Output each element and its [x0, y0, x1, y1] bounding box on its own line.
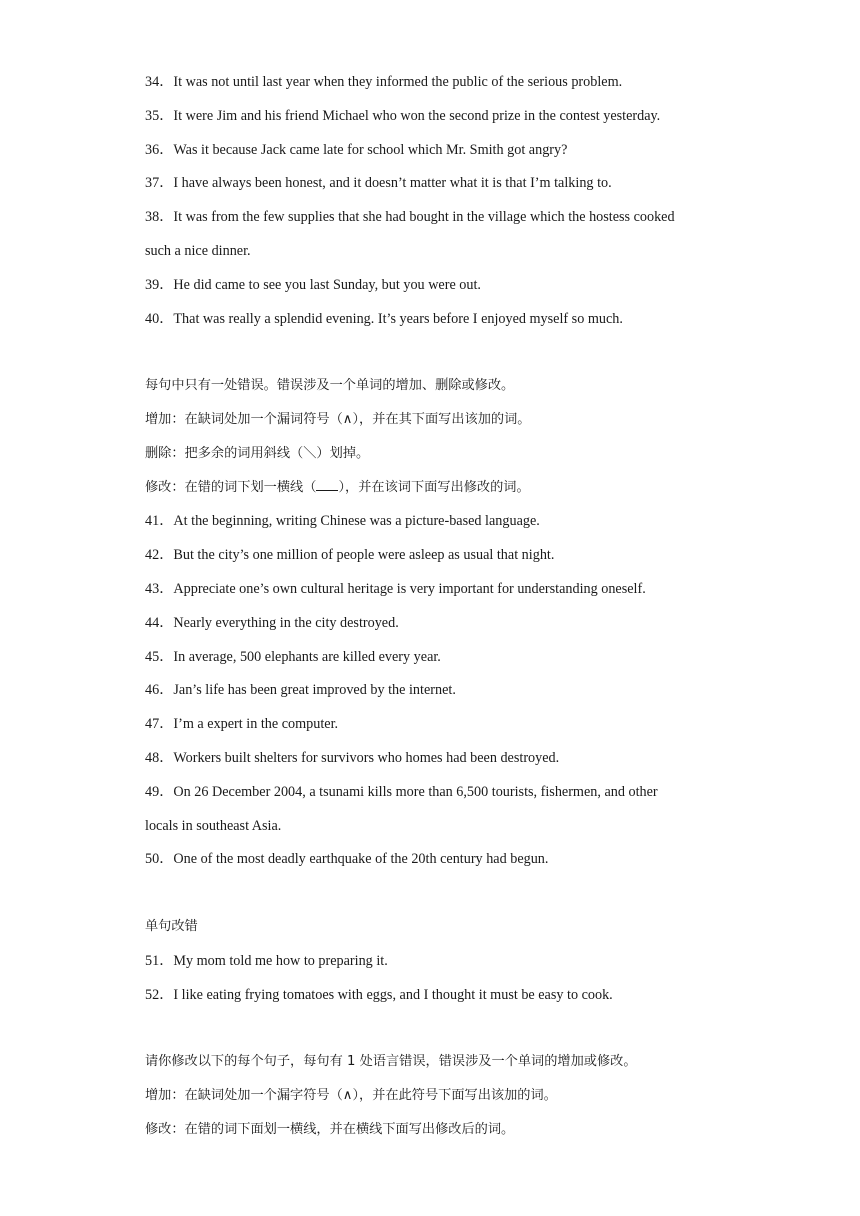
question-38-continuation: such a nice dinner. [145, 242, 251, 259]
question-text: It were Jim and his friend Michael who won the second prize in the contest yesterday. [173, 107, 661, 124]
question-number: 34． [145, 74, 174, 90]
question-text: I like eating frying tomatoes with eggs, and I thought it must be easy to cook. [173, 986, 613, 1003]
question-38 [145, 205, 745, 239]
question-text: It was not until last year when they informed the public of the serious problem. [173, 74, 623, 90]
question-number: 43． [145, 580, 174, 597]
modify-rule-part-a: 修改：在错的词下划一横线（ [145, 479, 317, 495]
modify-rule-part-b: ），并在该词下面写出修改的词。 [338, 479, 530, 495]
section4-modify-rule: 修改：在错的词下面划一横线，并在横线下面写出修改后的词。 [145, 1121, 515, 1137]
question-text: At the beginning, writing Chinese was a picture-based language. [173, 513, 540, 530]
question-45 [145, 645, 745, 679]
question-text: I have always been honest, and it doesn’t matter what it is that I’m talking to. [173, 175, 612, 192]
question-text: On 26 December 2004, a tsunami kills more than 6,500 tourists, fishermen, and other [173, 783, 658, 800]
question-number: 45． [145, 648, 174, 665]
question-number: 49． [145, 783, 174, 800]
question-number: 46． [145, 682, 174, 699]
question-44 [145, 611, 745, 645]
question-42 [145, 543, 745, 577]
document-page [145, 70, 745, 1152]
question-text: Appreciate one’s own cultural heritage is very important for understanding oneself. [173, 580, 646, 597]
question-number: 44． [145, 614, 174, 631]
question-number: 38． [145, 209, 174, 226]
question-text: I’m a expert in the computer. [173, 716, 339, 733]
section3-title: 单句改错 [145, 918, 198, 934]
question-41 [145, 509, 745, 543]
question-36 [145, 138, 745, 172]
question-number: 52． [145, 986, 174, 1003]
section2-add-rule: 增加：在缺词处加一个漏词符号（∧），并在其下面写出该加的词。 [145, 411, 531, 427]
question-text: But the city’s one million of people were asleep as usual that night. [173, 547, 555, 564]
question-number: 47． [145, 716, 174, 733]
question-text: Nearly everything in the city destroyed. [173, 614, 399, 631]
section-spacer [145, 340, 745, 374]
question-number: 51． [145, 952, 174, 969]
question-text: It was from the few supplies that she had bought in the village which the hostess cooked [173, 209, 675, 226]
question-52 [145, 983, 745, 1017]
question-51 [145, 949, 745, 983]
question-number: 41． [145, 513, 174, 530]
question-number: 40． [145, 310, 174, 327]
question-number: 36． [145, 141, 174, 158]
question-text: That was really a splendid evening. It’s years before I enjoyed myself so much. [173, 310, 623, 327]
question-47 [145, 712, 745, 746]
underline-blank [316, 476, 338, 491]
section-spacer [145, 881, 745, 915]
question-text: He did came to see you last Sunday, but you were out. [173, 276, 481, 293]
question-50 [145, 847, 745, 881]
question-number: 50． [145, 851, 174, 868]
question-number: 48． [145, 749, 174, 766]
question-number: 35． [145, 107, 174, 124]
question-number: 37． [145, 175, 174, 192]
question-46 [145, 678, 745, 712]
question-text: Jan’s life has been great improved by the internet. [173, 682, 456, 699]
section4-instruction: 请你修改以下的每个句子，每句有 1 处语言错误，错误涉及一个单词的增加或修改。 [145, 1054, 637, 1070]
question-37 [145, 171, 745, 205]
question-48 [145, 746, 745, 780]
question-text: One of the most deadly earthquake of the 20th century had begun. [173, 851, 549, 868]
question-40 [145, 307, 745, 341]
question-text: Workers built shelters for survivors who homes had been destroyed. [173, 749, 560, 766]
question-35 [145, 104, 745, 138]
question-49-continuation: locals in southeast Asia. [145, 817, 282, 834]
section2-delete-rule: 删除：把多余的词用斜线（＼）划掉。 [145, 445, 370, 461]
question-text: My mom told me how to preparing it. [173, 952, 388, 969]
question-39 [145, 273, 745, 307]
question-34 [145, 70, 745, 104]
question-text: In average, 500 elephants are killed every year. [173, 648, 441, 665]
section2-instruction: 每句中只有一处错误。错误涉及一个单词的增加、删除或修改。 [145, 378, 515, 394]
question-number: 42． [145, 547, 174, 564]
question-text: Was it because Jack came late for school which Mr. Smith got angry? [173, 141, 568, 158]
question-43 [145, 577, 745, 611]
section2-modify-rule [145, 476, 745, 510]
section-spacer [145, 1016, 745, 1050]
section4-add-rule: 增加：在缺词处加一个漏字符号（∧），并在此符号下面写出该加的词。 [145, 1087, 557, 1103]
question-number: 39． [145, 276, 174, 293]
question-49 [145, 780, 745, 814]
